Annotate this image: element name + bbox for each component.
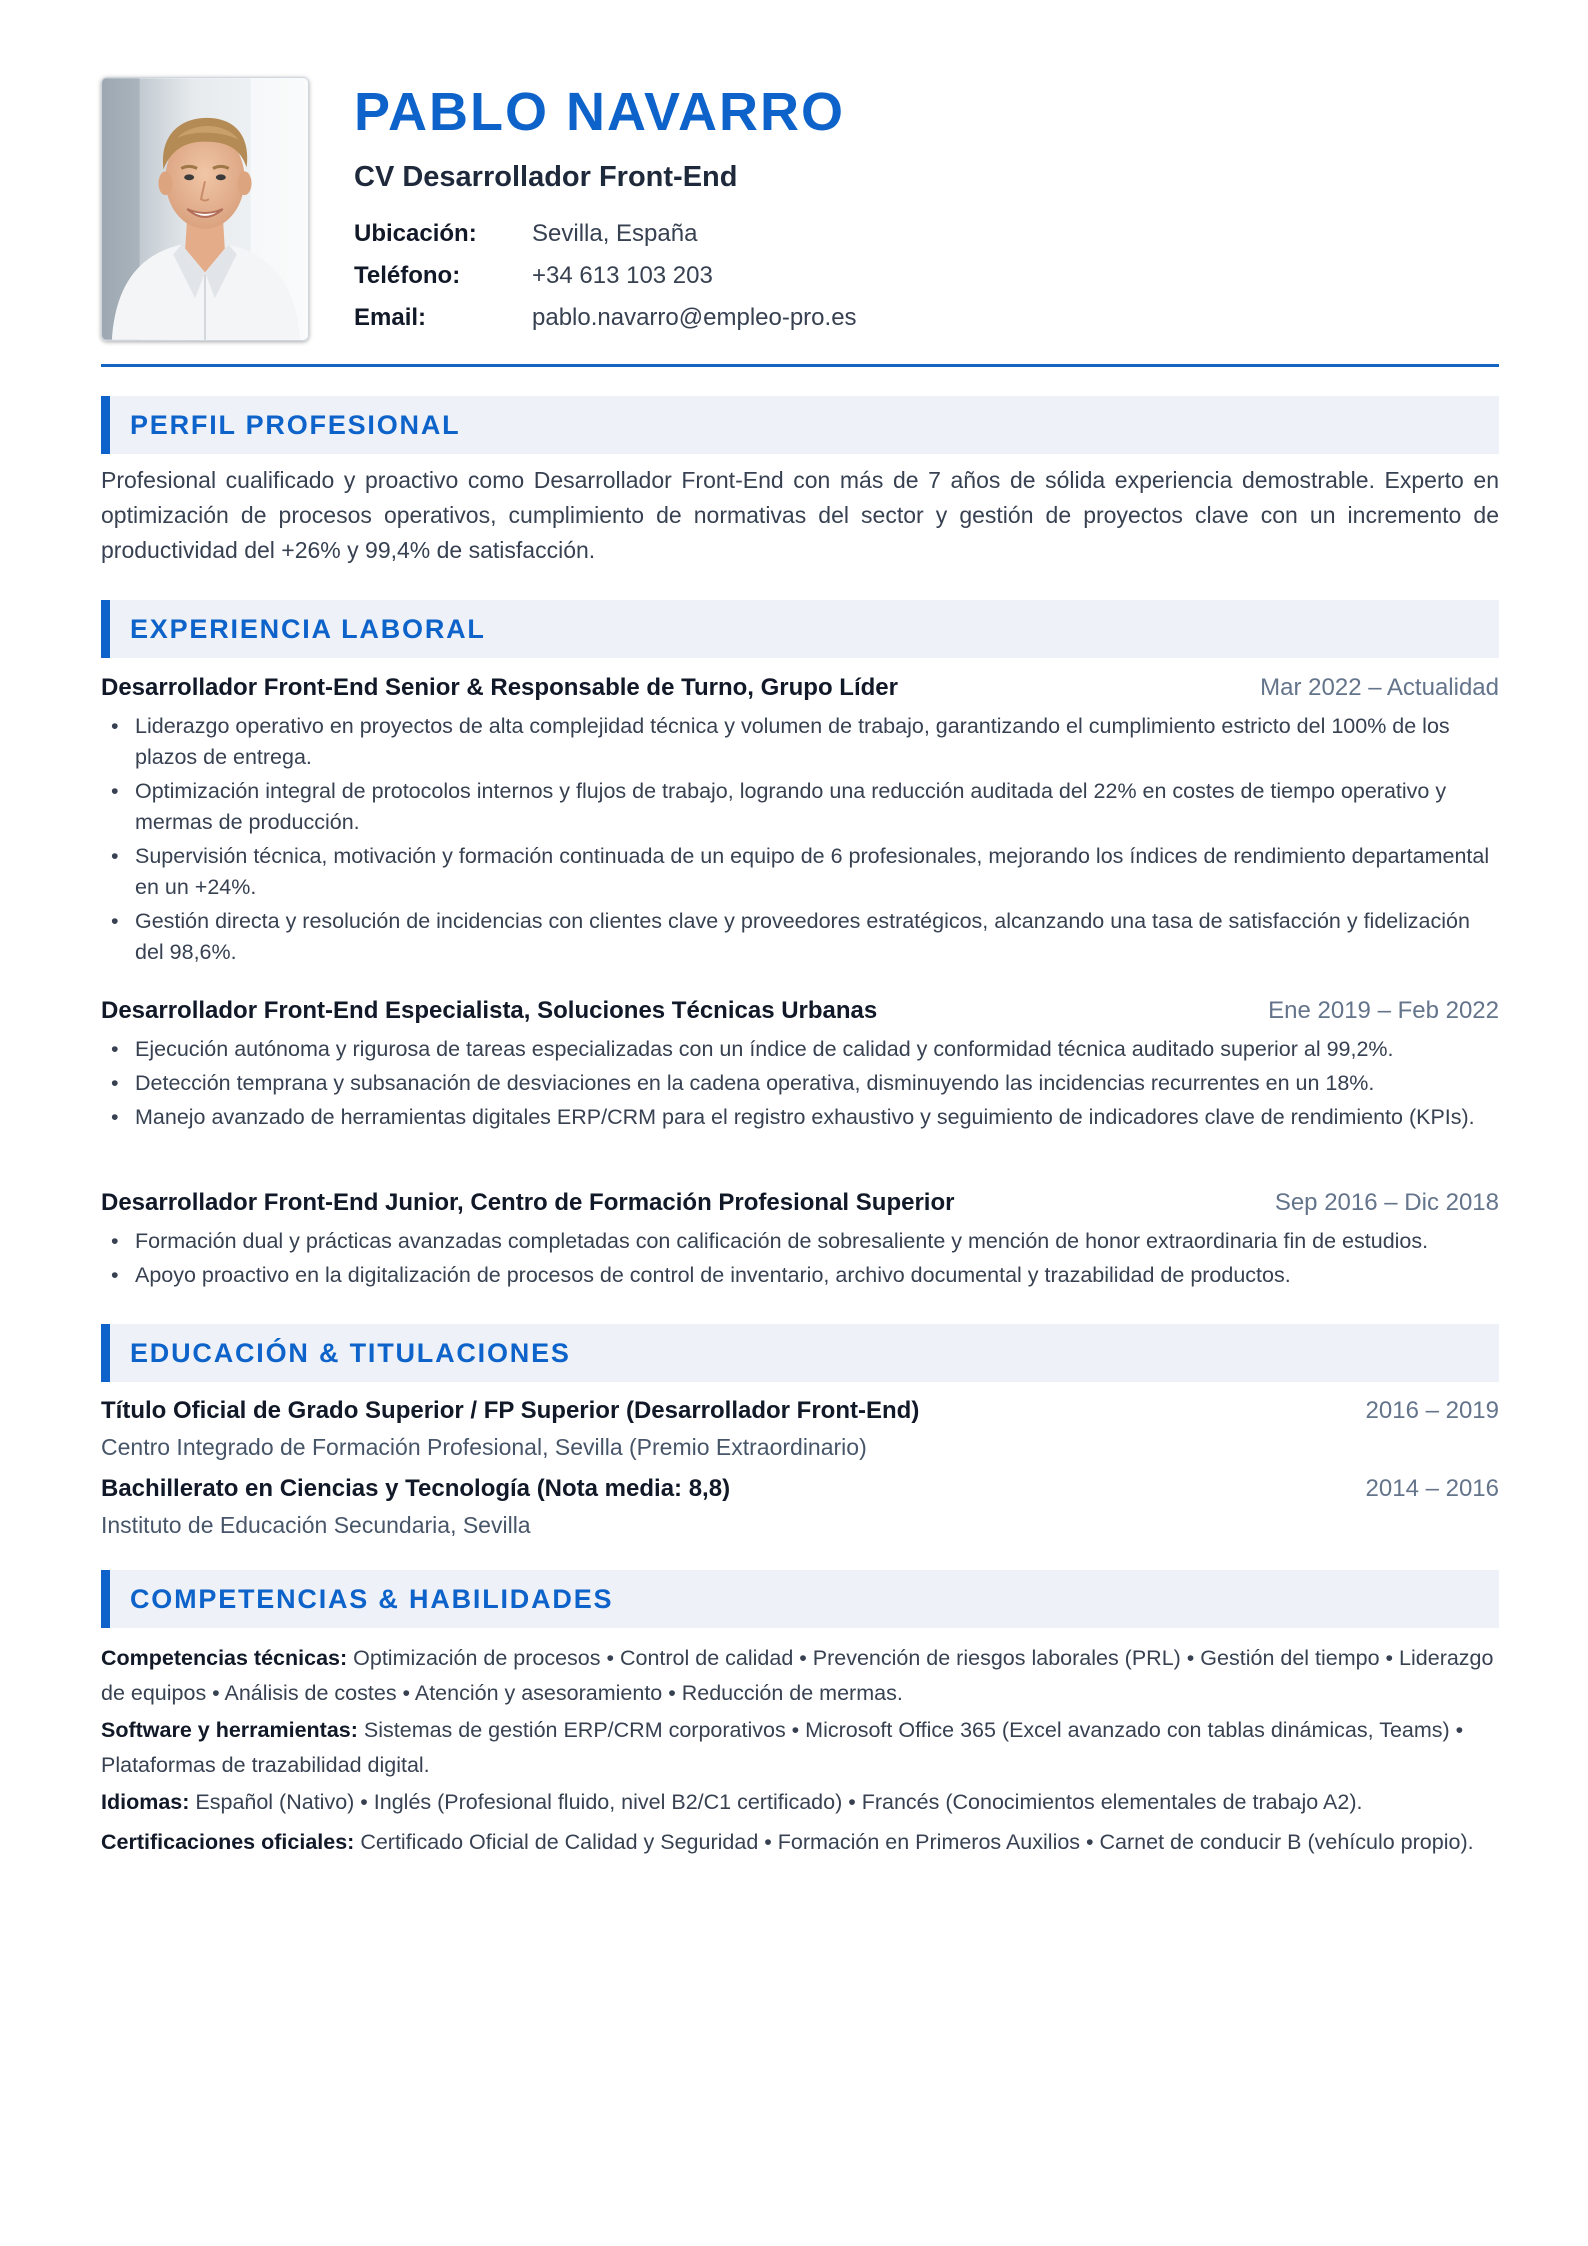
education-institution: Instituto de Educación Secundaria, Sevilla: [101, 1512, 531, 1538]
education-entry: [101, 1397, 1499, 1463]
job-entry: [101, 674, 1499, 968]
contact-label: Teléfono:: [354, 262, 461, 289]
job-bullet: • Formación dual y prácticas avanzadas completadas con calificación de sobresaliente y mención de honor extraordinaria fin de estudios.: [101, 1226, 1499, 1257]
skill-label: Software y herramientas:: [101, 1718, 358, 1742]
job-title: Desarrollador Front-End Junior, Centro de Formación Profesional Superior: [101, 1189, 955, 1216]
contact-value[interactable]: pablo.navarro@empleo-pro.es: [532, 304, 857, 331]
education-date: 2014 – 2016: [1365, 1475, 1499, 1502]
job-entry: [101, 997, 1499, 1133]
skill-text: Sistemas de gestión ERP/CRM corporativos • Microsoft Office 365 (Excel avanzado con tablas dinámicas, Teams) • Plataformas de trazabilidad digital.: [101, 1718, 1464, 1777]
skill-text: Español (Nativo) • Inglés (Profesional fluido, nivel B2/C1 certificado) • Francés (Conocimientos elementales de trabajo A2).: [195, 1790, 1363, 1814]
contact-info: [354, 220, 1054, 346]
job-bullet: • Liderazgo operativo en proyectos de alta complejidad técnica y volumen de trabajo, garantizando el cumplimiento estricto del 100% de los plazos de entrega.: [101, 711, 1499, 773]
education-date: 2016 – 2019: [1365, 1397, 1499, 1424]
skill-group: [101, 1825, 1499, 1860]
skill-label: Idiomas:: [101, 1790, 190, 1814]
job-bullet: • Optimización integral de protocolos internos y flujos de trabajo, logrando una reducción auditada del 22% en costes de tiempo operativo y mermas de producción.: [101, 776, 1499, 838]
job-bullet: • Apoyo proactivo en la digitalización de procesos de control de inventario, archivo documental y trazabilidad de productos.: [101, 1260, 1499, 1291]
skill-group: [101, 1641, 1499, 1711]
cv-header: [101, 77, 1499, 367]
job-date: Ene 2019 – Feb 2022: [1268, 997, 1499, 1024]
education-title: Bachillerato en Ciencias y Tecnología (Nota media: 8,8): [101, 1475, 731, 1502]
job-entry: [101, 1189, 1499, 1291]
contact-label: Email:: [354, 304, 427, 331]
job-bullet: • Manejo avanzado de herramientas digitales ERP/CRM para el registro exhaustivo y seguimiento de indicadores clave de rendimiento (KPIs).: [101, 1102, 1499, 1133]
education-institution: Centro Integrado de Formación Profesional, Sevilla (Premio Extraordinario): [101, 1434, 867, 1460]
job-bullet: • Supervisión técnica, motivación y formación continuada de un equipo de 6 profesionales, mejorando los índices de rendimiento departamental en un +24%.: [101, 841, 1499, 903]
contact-row-phone: [354, 262, 1054, 304]
job-date: Mar 2022 – Actualidad: [1260, 674, 1499, 701]
job-bullet: • Ejecución autónoma y rigurosa de tareas especializadas con un índice de calidad y conformidad técnica auditado superior al 99,2%.: [101, 1034, 1499, 1065]
section-title-skills: COMPETENCIAS & HABILIDADES: [101, 1570, 1499, 1628]
job-title: Desarrollador Front-End Especialista, Soluciones Técnicas Urbanas: [101, 997, 878, 1024]
contact-label: Ubicación:: [354, 220, 477, 247]
contact-value[interactable]: +34 613 103 203: [532, 262, 713, 289]
contact-row-location: [354, 220, 1054, 262]
profile-text: Profesional cualificado y proactivo como Desarrollador Front-End con más de 7 años de sólida experiencia demostrable. Experto en optimización de procesos operativos, cumplimiento de normativas del sector y gestión de proyectos clave con un incremento de productividad del +26% y 99,4% de satisfacción.: [101, 467, 1499, 563]
skill-label: Competencias técnicas:: [101, 1646, 348, 1670]
skill-label: Certificaciones oficiales:: [101, 1830, 355, 1854]
skill-text: Certificado Oficial de Calidad y Seguridad • Formación en Primeros Auxilios • Carnet de conducir B (vehículo propio).: [360, 1830, 1474, 1854]
candidate-name: PABLO NAVARRO: [354, 82, 845, 142]
section-title-profile: PERFIL PROFESIONAL: [101, 396, 1499, 454]
job-bullet: • Detección temprana y subsanación de desviaciones en la cadena operativa, disminuyendo las incidencias recurrentes en un 18%.: [101, 1068, 1499, 1099]
education-entry: [101, 1475, 1499, 1541]
education-title: Título Oficial de Grado Superior / FP Superior (Desarrollador Front-End): [101, 1397, 920, 1424]
skill-group: [101, 1713, 1499, 1783]
cv-role-title: CV Desarrollador Front-End: [354, 161, 738, 193]
skill-text: Optimización de procesos • Control de calidad • Prevención de riesgos laborales (PRL) • Gestión del tiempo • Liderazgo de equipos • Análisis de costes • Atención y asesoramiento • Reducción de mermas.: [101, 1646, 1494, 1705]
skill-group: [101, 1785, 1499, 1820]
contact-row-email: [354, 304, 1054, 346]
section-title-education: EDUCACIÓN & TITULACIONES: [101, 1324, 1499, 1382]
contact-value: Sevilla, España: [532, 220, 698, 247]
job-title: Desarrollador Front-End Senior & Responsable de Turno, Grupo Líder: [101, 674, 898, 701]
job-date: Sep 2016 – Dic 2018: [1274, 1189, 1499, 1216]
job-bullet: • Gestión directa y resolución de incidencias con clientes clave y proveedores estratégicos, alcanzando una tasa de satisfacción y fidelización del 98,6%.: [101, 906, 1499, 968]
profile-photo: [101, 77, 309, 341]
section-title-experience: EXPERIENCIA LABORAL: [101, 600, 1499, 658]
